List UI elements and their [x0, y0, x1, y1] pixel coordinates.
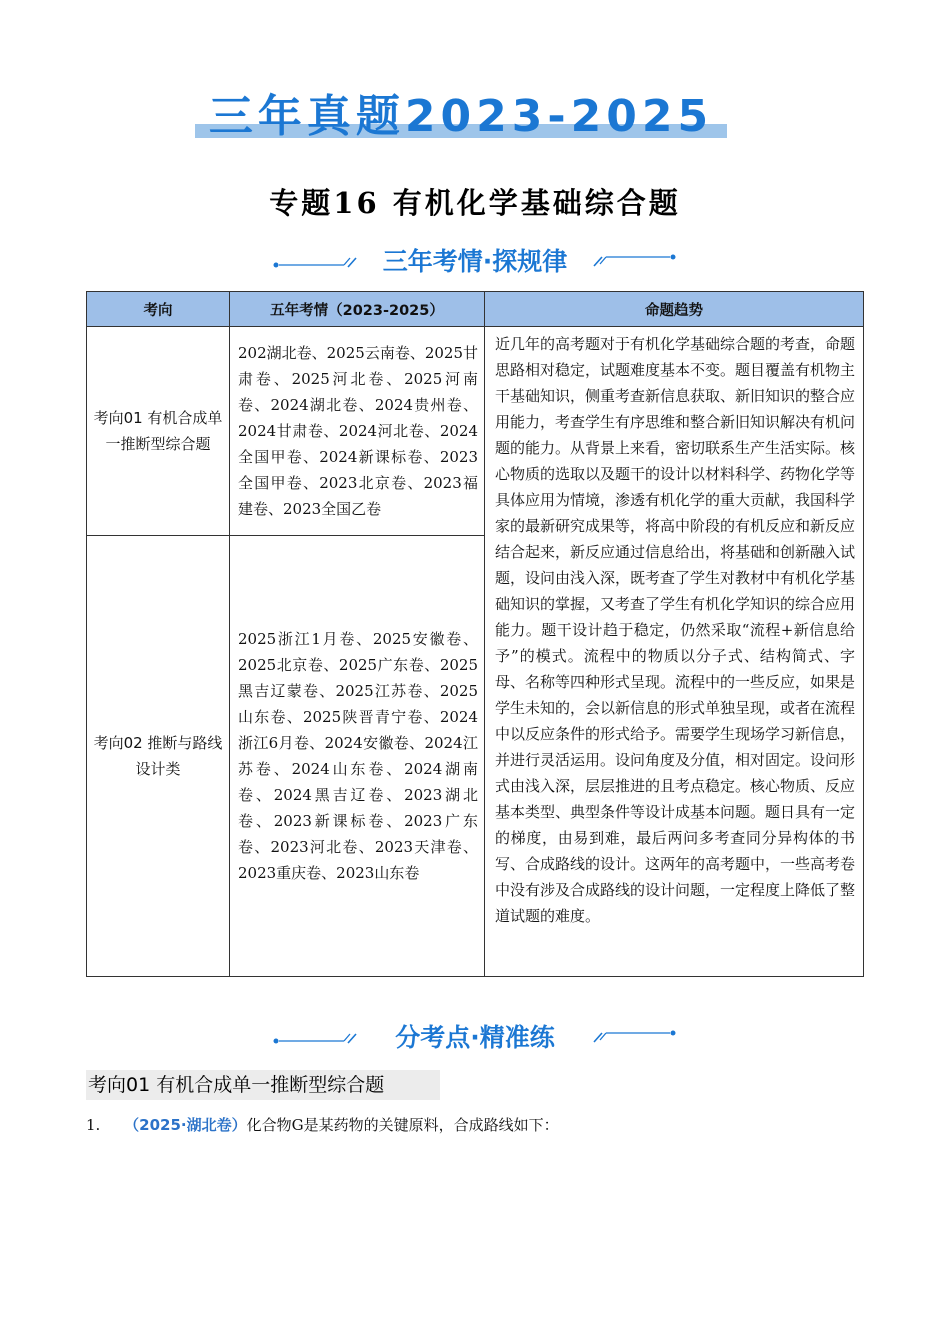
direction-cell: 考向02 推断与路线设计类 [87, 536, 230, 977]
section-header-1 [270, 244, 680, 280]
exams-cell: 2025浙江1月卷、2025安徽卷、2025北京卷、2025广东卷、2025黑吉辽蒙卷、2025江苏卷、2025山东卷、2025陕晋青宁卷、2024浙江6月卷、2024安徽卷、2024江苏卷、2024山东卷、2024湖南卷、2024黑吉辽卷、2023湖北卷、2023新课标卷、2023广东卷、2023河北卷、2023天津卷、2023重庆卷、2023山东卷 [230, 536, 485, 977]
section-header-2 [270, 1020, 680, 1056]
decor-line-right [590, 1020, 680, 1056]
question-text: 化合物G是某药物的关键原料，合成路线如下： [246, 1116, 559, 1134]
decor-line-right [590, 244, 680, 280]
section-title-2: 分考点·精准练 [395, 1023, 555, 1052]
exams-cell: 202湖北卷、2025云南卷、2025甘肃卷、2025河北卷、2025河南卷、2024湖北卷、2024贵州卷、2024甘肃卷、2024河北卷、2024全国甲卷、2024新课标卷、2023全国甲卷、2023北京卷、2023福建卷、2023全国乙卷 [230, 327, 485, 536]
trend-cell: 近几年的高考题对于有机化学基础综合题的考查，命题思路相对稳定，试题难度基本不变。题目覆盖有机物主干基础知识，侧重考查新信息获取、新旧知识的整合应用能力，考查学生有序思维和整合新旧知识解决有机问题的能力。从背景上来看，密切联系生产生活实际。核心物质的选取以及题干的设计以材料科学、药物化学等具体应用为情境，渗透有机化学的重大贡献，我国科学家的最新研究成果等，将高中阶段的有机反应和新反应结合起来，新反应通过信息给出，将基础和创新融入试题，设问由浅入深，既考查了学生对教材中有机化学基础知识的掌握，又考查了学生有机化学知识的综合应用能力。题干设计趋于稳定，仍然采取“流程+新信息给予”的模式。流程中的物质以分子式、结构简式、字母、名称等四种形式呈现。流程中的一些反应，如果是学生未知的，会以新信息的形式单独呈现，或者在流程中以反应条件的形式给予。需要学生现场学习新信息，并进行灵活运用。设问角度及分值，相对固定。设问形式由浅入深，层层推进的且考点稳定。核心物质、反应基本类型、典型条件等设计成基本问题。题日具有一定的梯度，由易到难，最后两问多考查同分异构体的书写、合成路线的设计。这两年的高考题中，一些高考卷中没有涉及合成路线的设计问题，一定程度上降低了整道试题的难度。 [485, 327, 864, 977]
section-title-1: 三年考情·探规律 [382, 247, 568, 276]
exam-trend-table [86, 291, 864, 977]
question-number: 1. [86, 1116, 101, 1134]
question-source-tag: （2025·湖北卷） [124, 1116, 247, 1134]
header-trend: 命题趋势 [485, 292, 864, 327]
table-row [87, 327, 864, 536]
question-1 [86, 1113, 559, 1137]
table-header-row [87, 292, 864, 327]
direction-cell: 考向01 有机合成单一推断型综合题 [87, 327, 230, 536]
subsection-title: 考向01 有机合成单一推断型综合题 [86, 1070, 440, 1100]
banner [195, 92, 727, 144]
banner-title: 三年真题2023-2025 [208, 91, 714, 142]
document-title: 专题16 有机化学基础综合题 [269, 186, 681, 220]
header-exams: 五年考情（2023-2025） [230, 292, 485, 327]
header-direction: 考向 [87, 292, 230, 327]
